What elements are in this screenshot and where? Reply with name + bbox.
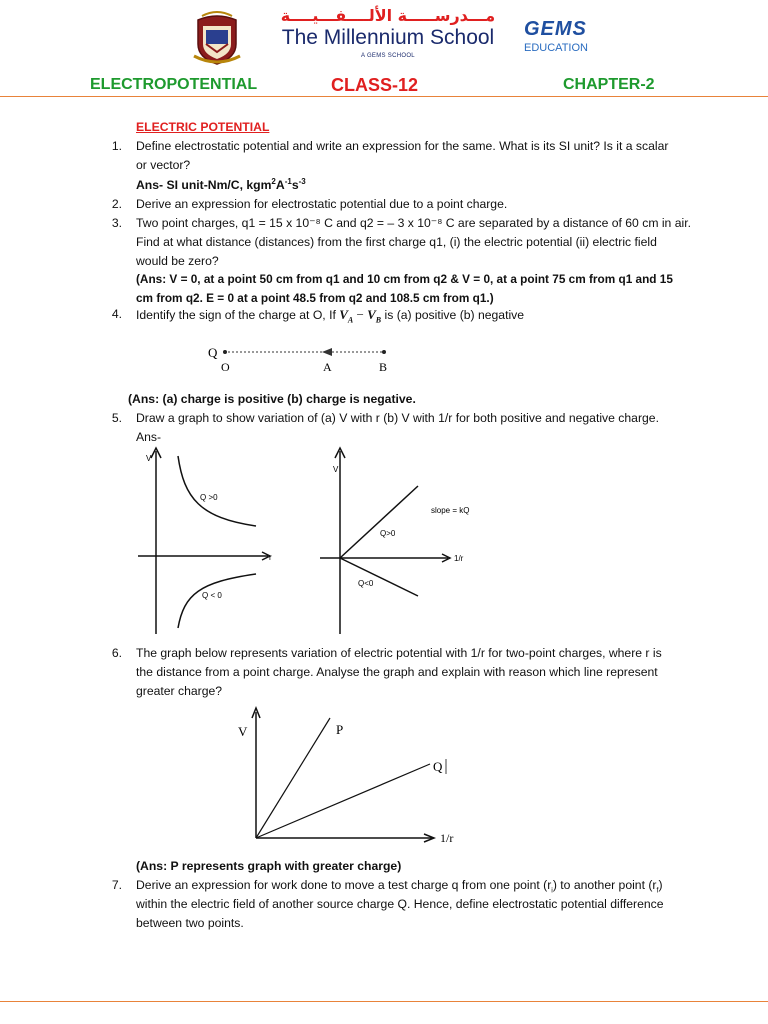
q1-exp3: -3 xyxy=(298,176,306,186)
gems-logo-subtitle: EDUCATION xyxy=(524,42,588,54)
q4-answer: (Ans: (a) charge is positive (b) charge is negative. xyxy=(128,392,416,406)
q7-number: 7. xyxy=(111,878,122,892)
q2-text: Derive an expression for electrostatic potential due to a point charge. xyxy=(136,197,508,211)
g2-pos-label: Q>0 xyxy=(380,529,396,538)
q3-number: 3. xyxy=(111,216,122,230)
g1-r-label: r xyxy=(269,553,272,562)
q3-text-line2: Find at what distance (distances) from the first charge q1, (i) the electric potential (ii) electric field xyxy=(136,235,657,249)
q4-va-sub: A xyxy=(347,315,354,325)
q4-number: 4. xyxy=(111,307,122,321)
g1-v-label: V xyxy=(146,454,152,463)
q1-exp2: -1 xyxy=(284,176,292,186)
q4-minus: − xyxy=(353,307,368,322)
q1-exp1: 2 xyxy=(271,176,276,186)
q1-unit-s: s xyxy=(291,178,299,192)
g1-negative-curve xyxy=(178,574,256,628)
q4-fig-a: A xyxy=(323,360,332,374)
q7-sub-f: f xyxy=(656,887,659,895)
g1-neg-label: Q < 0 xyxy=(202,591,222,600)
q5-ans-label: Ans- xyxy=(136,430,162,444)
q4-va: V xyxy=(339,307,348,322)
q7-text-line2: within the electric field of another source charge Q. Hence, define electrostatic potential difference xyxy=(136,897,664,911)
school-name-arabic: مـــدرســـــة الألــــفـــيــــة xyxy=(280,6,496,25)
q1-number: 1. xyxy=(111,139,122,153)
q5-text: Draw a graph to show variation of (a) V with r (b) V with 1/r for both positive and negative charge. xyxy=(136,411,659,425)
q4-fig-o: O xyxy=(221,360,230,374)
q4-formula xyxy=(339,307,382,325)
q7-sub-i: i xyxy=(551,887,553,895)
q6-text-line3: greater charge? xyxy=(136,684,223,698)
g1-pos-label: Q >0 xyxy=(200,493,218,502)
q4-fig-q: Q xyxy=(208,345,218,360)
subject-title: ELECTROPOTENTIAL xyxy=(90,76,258,93)
q4-vb: V xyxy=(367,307,376,322)
q5-graph-v-vs-r xyxy=(138,446,278,636)
chapter-title: CHAPTER-2 xyxy=(563,76,655,93)
g2-x-label: 1/r xyxy=(454,554,464,563)
g2-v-label: V xyxy=(333,465,339,474)
g1-positive-curve xyxy=(178,456,256,526)
q3-answer-line1: (Ans: V = 0, at a point 50 cm from q1 and 10 cm from q2 & V = 0, at a point 75 cm from q1 and 15 xyxy=(136,272,673,286)
q7-text-a: Derive an expression for work done to move a test charge q from one point (r xyxy=(136,878,552,892)
q4-fig-point-b xyxy=(382,350,386,354)
class-title: CLASS-12 xyxy=(331,75,419,95)
gems-logo: GEMS xyxy=(524,18,587,40)
q4-text xyxy=(136,305,524,330)
q6-graph xyxy=(234,704,474,846)
section-title: ELECTRIC POTENTIAL xyxy=(136,120,270,134)
school-name: The Millennium School xyxy=(281,26,495,49)
q5-number: 5. xyxy=(111,411,122,425)
q4-text-a: Identify the sign of the charge at O, If xyxy=(136,308,336,322)
q6-x-label: 1/r xyxy=(440,831,454,845)
q7-text-c: ) xyxy=(658,878,663,892)
q6-number: 6. xyxy=(111,646,122,660)
q6-p-label: P xyxy=(336,722,344,737)
q6-v-label: V xyxy=(238,724,248,739)
q6-text-line2: the distance from a point charge. Analyse the graph and explain with reason which line represent xyxy=(136,665,658,679)
q3-text-line1: Two point charges, q1 = 15 x 10⁻⁸ C and q2 = – 3 x 10⁻⁸ C are separated by a distance of 60 cm in air. xyxy=(136,216,691,230)
g2-neg-label: Q<0 xyxy=(358,579,374,588)
q1-answer-prefix: Ans- SI unit-Nm/C, kgm xyxy=(136,178,272,192)
q3-text-line3: would be zero? xyxy=(136,254,219,268)
q4-figure xyxy=(200,340,400,376)
q1-unit-a: A xyxy=(275,178,285,192)
q4-fig-arrow xyxy=(322,348,332,356)
footer-rule xyxy=(0,1001,768,1002)
q4-fig-point-o xyxy=(223,350,227,354)
g2-negative-line xyxy=(340,558,418,596)
q1-answer xyxy=(136,176,306,195)
school-crest xyxy=(192,10,242,66)
q4-text-b: is (a) positive (b) negative xyxy=(384,308,525,322)
g2-slope-label: slope = kQ xyxy=(431,506,470,515)
q6-line-p xyxy=(256,718,330,838)
header-rule xyxy=(0,96,768,97)
q7-text-b: ) to another point (r xyxy=(552,878,657,892)
q6-q-label: Q xyxy=(433,759,443,774)
q4-vb-sub: B xyxy=(375,315,382,325)
q6-answer: (Ans: P represents graph with greater charge) xyxy=(136,859,402,873)
q7-text-line3: between two points. xyxy=(136,916,244,930)
school-subtitle: A GEMS SCHOOL xyxy=(361,53,415,59)
g2-positive-line xyxy=(340,486,418,558)
q6-line-q xyxy=(256,764,430,838)
q5-graph-v-vs-inv-r xyxy=(320,446,490,636)
q4-fig-b: B xyxy=(379,360,388,374)
q1-text-line1: Define electrostatic potential and write an expression for the same. What is its SI unit? Is it a scalar xyxy=(136,139,669,153)
q6-text-line1: The graph below represents variation of electric potential with 1/r for two-point charges, where r is xyxy=(136,646,662,660)
q2-number: 2. xyxy=(111,197,122,211)
q1-text-line2: or vector? xyxy=(136,158,191,172)
q3-answer-line2: cm from q2. E = 0 at a point 48.5 from q2 and 108.5 cm from q1.) xyxy=(136,291,494,305)
